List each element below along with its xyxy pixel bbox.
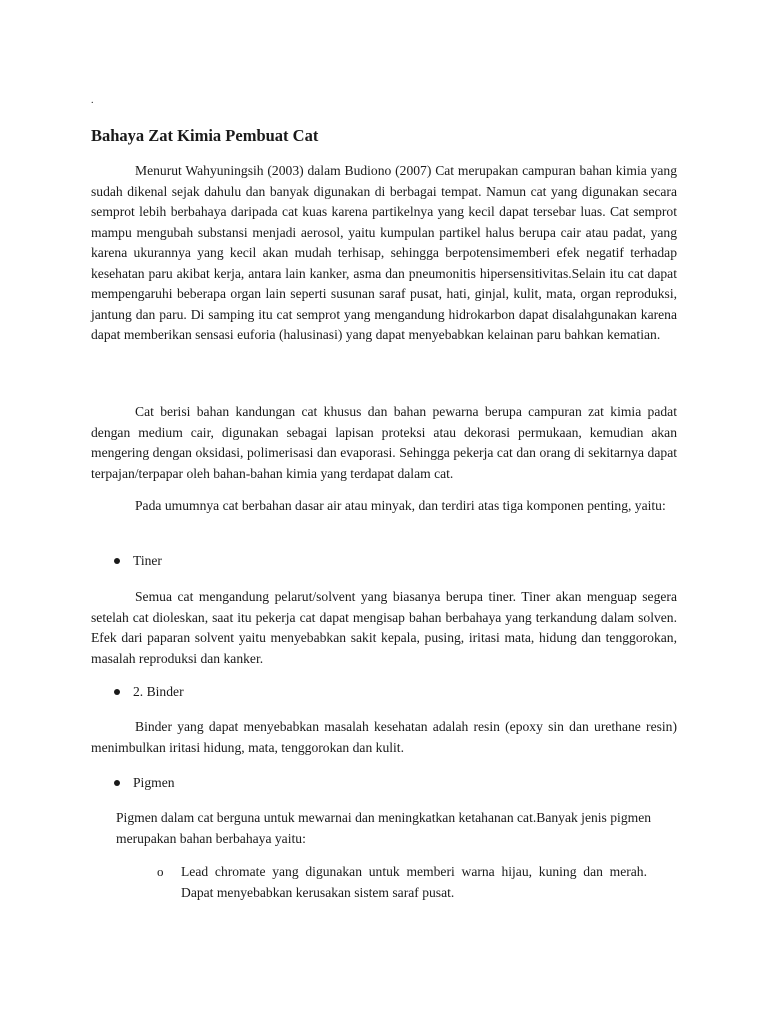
sub-list-item-text: Lead chromate yang digunakan untuk memberi warna hijau, kuning dan merah. Dapat menyebabkan kerusakan sistem saraf pusat. (181, 864, 647, 900)
list-item-label: Pigmen (133, 775, 175, 790)
list-item-tiner (114, 551, 162, 571)
list-item-pigmen (114, 773, 175, 793)
paragraph-contents: Cat berisi bahan kandungan cat khusus dan bahan pewarna berupa campuran zat kimia padat dengan medium cair, digunakan sebagai lapisan proteksi atau dekorasi permukaan, kemudian akan mengering dengan oksidasi, polimerisasi dan evaporasi. Sehingga pekerja cat dan orang di sekitarnya dapat terpajan/terpapar oleh bahan-bahan kimia yang terdapat dalam cat. (91, 404, 677, 481)
list-item-binder (114, 682, 184, 702)
paragraph-intro: Menurut Wahyuningsih (2003) dalam Budiono (2007) Cat merupakan campuran bahan kimia yang sudah dikenal sejak dahulu dan banyak digunakan di berbagai tempat. Namun cat yang digunakan secara semprot lebih berbahaya daripada cat kuas karena partikelnya yang kecil dapat tersebar luas. Cat semprot mampu mengubah substansi menjadi aerosol, yaitu kumpulan partikel halus berupa cair atau padat, yang karena ukurannya yang kecil akan mudah terhisap, sehingga berpotensimemberi efek negatif terhadap kesehatan paru akibat kerja, antara lain kanker, asma dan pneumonitis hipersensitivitas.Selain itu cat dapat mempengaruhi beberapa organ lain seperti susunan saraf pusat, hati, ginjal, kulit, mata, organ reproduksi, jantung dan paru. Di samping itu cat semprot yang mengandung hidrokarbon dapat disalahgunakan karena dapat memberikan sensasi euforia (halusinasi) yang dapat menyebabkan kelainan paru bahkan kematian. (91, 163, 677, 342)
page-title: Bahaya Zat Kimia Pembuat Cat (91, 126, 319, 145)
paragraph-pigmen: Pigmen dalam cat berguna untuk mewarnai dan meningkatkan ketahanan cat.Banyak jenis pigmen merupakan bahan berbahaya yaitu: (116, 810, 652, 846)
bullet-icon (114, 558, 120, 564)
paragraph-binder: Binder yang dapat menyebabkan masalah kesehatan adalah resin (epoxy sin dan urethane resin) menimbulkan iritasi hidung, mata, tenggorokan dan kulit. (91, 719, 677, 755)
paragraph-tiner: Semua cat mengandung pelarut/solvent yang biasanya berupa tiner. Tiner akan menguap segera setelah cat dioleskan, saat itu pekerja cat dapat mengisap bahan berbahaya yang terkandung dalam solven. Efek dari paparan solvent yaitu menyebabkan sakit kepala, pusing, iritasi mata, hidung dan tenggorokan, masalah reproduksi dan kanker. (91, 589, 677, 666)
bullet-icon (114, 689, 120, 695)
circle-bullet-icon: o (157, 864, 164, 879)
stray-mark: . (91, 95, 94, 106)
sub-list-item-lead-chromate (157, 862, 647, 903)
list-item-label: Tiner (133, 553, 162, 568)
list-item-label: 2. Binder (133, 684, 184, 699)
bullet-icon (114, 780, 120, 786)
paragraph-components: Pada umumnya cat berbahan dasar air atau minyak, dan terdiri atas tiga komponen penting, yaitu: (135, 498, 666, 513)
